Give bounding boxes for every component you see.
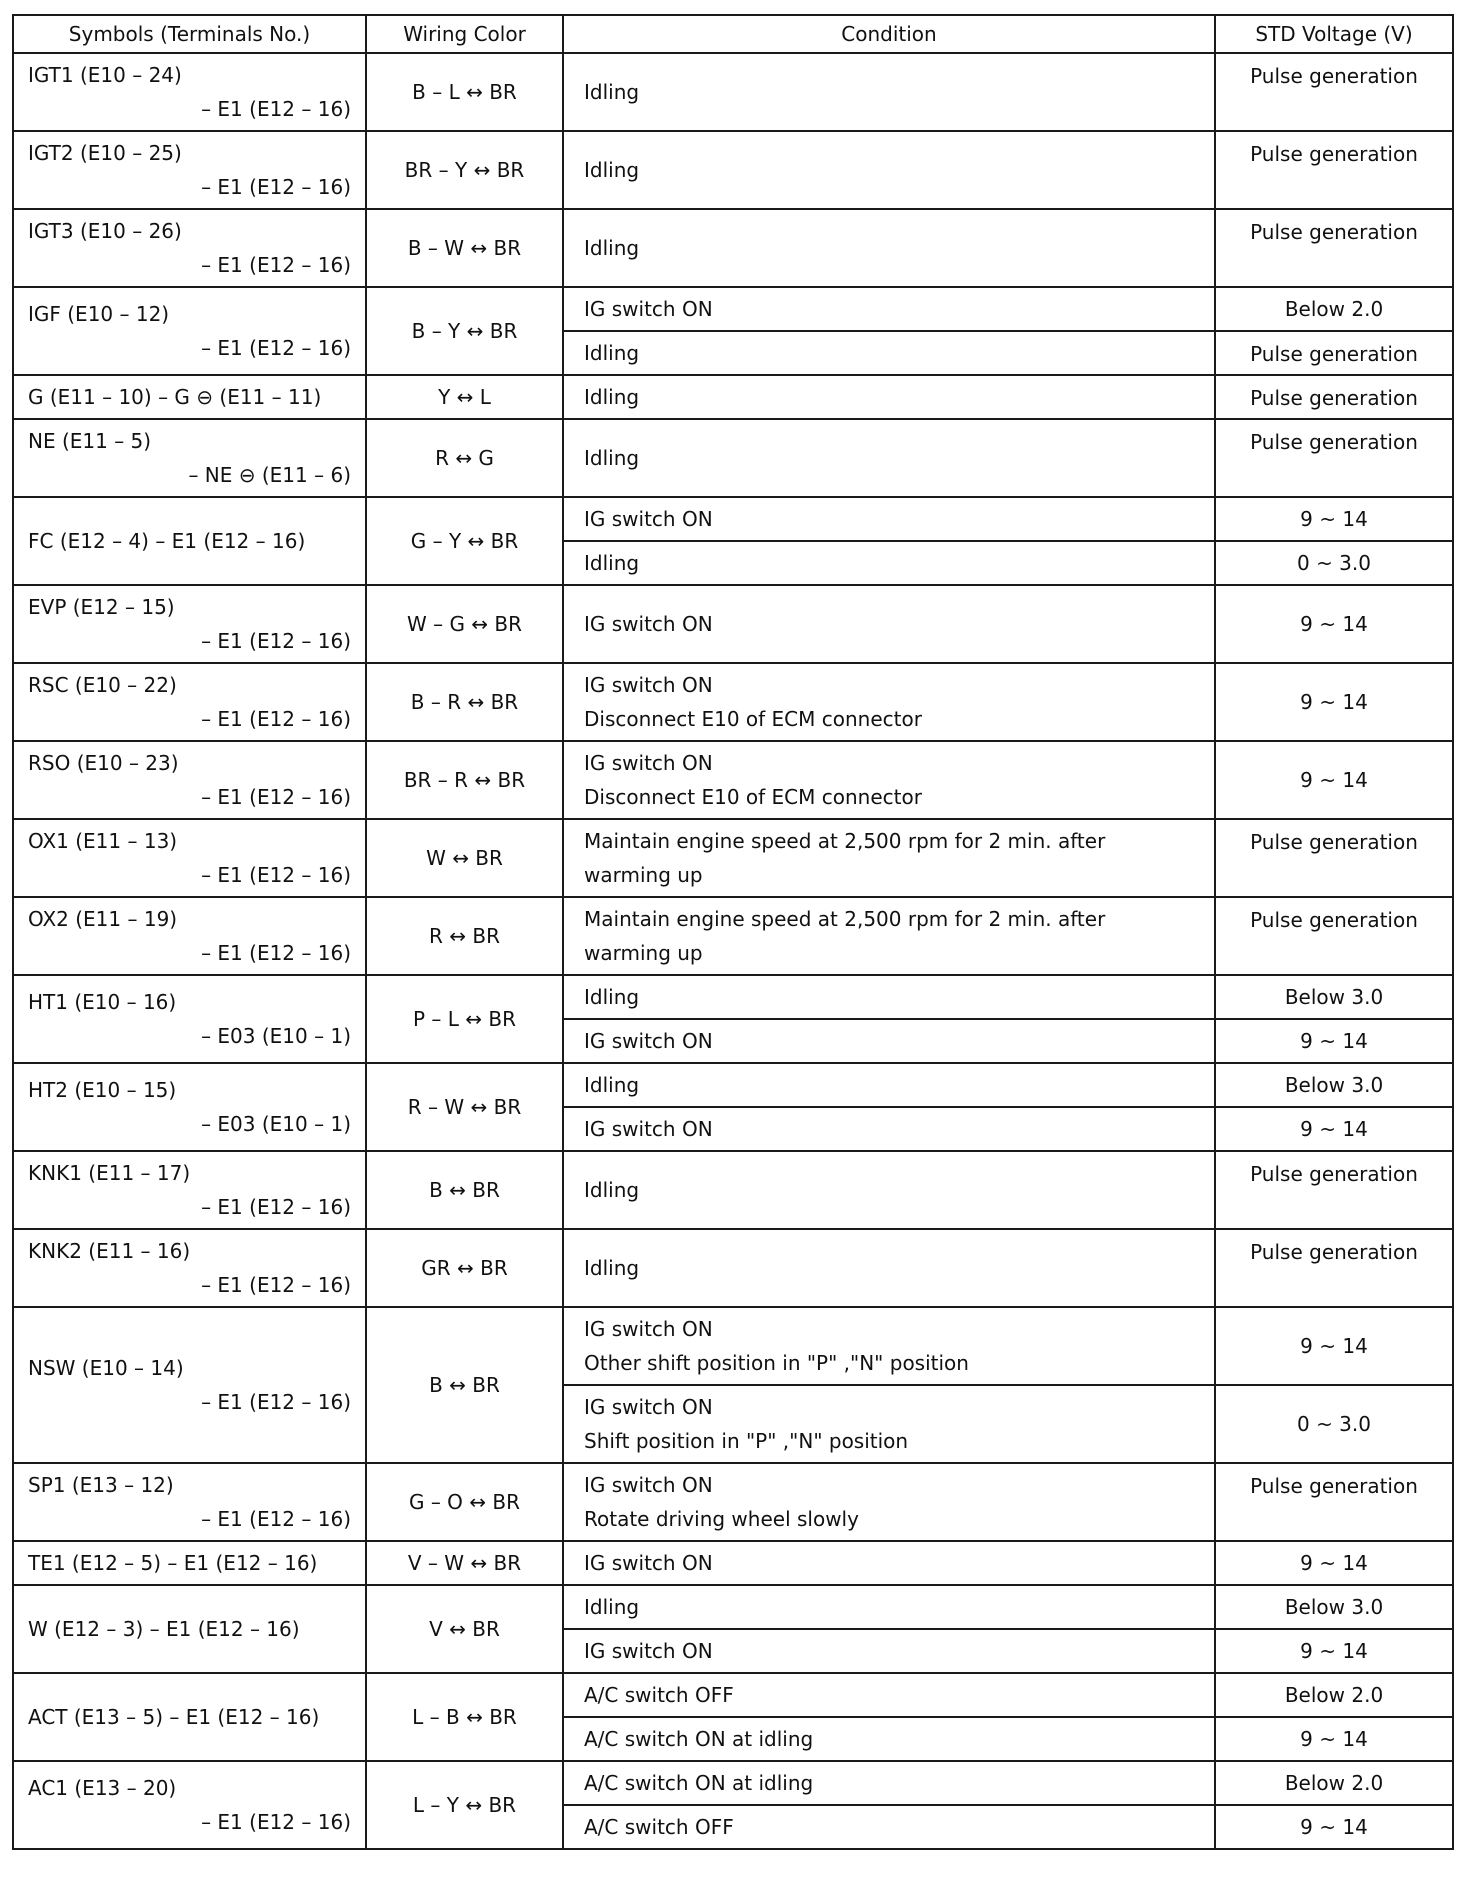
condition	[563, 287, 1215, 331]
condition-line: IG switch ON	[584, 1639, 713, 1663]
table-row	[13, 209, 1453, 287]
wiring-color: G – Y ↔ BR	[366, 497, 563, 585]
terminal-symbol: SP1 (E13 – 12)	[28, 1473, 174, 1497]
terminal-symbol-cell	[13, 131, 366, 209]
condition	[563, 1385, 1215, 1463]
terminal-symbol-cell	[13, 1063, 366, 1151]
terminal-ground: – E1 (E12 – 16)	[201, 863, 351, 887]
table-row	[13, 1463, 1453, 1541]
std-voltage: Below 3.0	[1215, 1585, 1453, 1629]
terminal-symbol-cell	[13, 1673, 366, 1761]
wiring-color: V – W ↔ BR	[366, 1541, 563, 1585]
condition	[563, 1717, 1215, 1761]
condition	[563, 1805, 1215, 1849]
condition	[563, 975, 1215, 1019]
terminal-symbol: TE1 (E12 – 5) – E1 (E12 – 16)	[28, 1551, 318, 1575]
terminal-symbol: G (E11 – 10) – G ⊖ (E11 – 11)	[28, 385, 322, 409]
table-row	[13, 1761, 1453, 1805]
terminal-ground: – E1 (E12 – 16)	[201, 1390, 351, 1414]
terminal-symbol: IGT1 (E10 – 24)	[28, 63, 182, 87]
wiring-color: B – Y ↔ BR	[366, 287, 563, 375]
terminal-ground: – E03 (E10 – 1)	[201, 1112, 351, 1136]
terminal-symbol: IGT3 (E10 – 26)	[28, 219, 182, 243]
table-row	[13, 663, 1453, 741]
condition-line: IG switch ON	[584, 507, 713, 531]
terminal-symbol: FC (E12 – 4) – E1 (E12 – 16)	[28, 529, 306, 553]
terminal-symbol: IGF (E10 – 12)	[28, 302, 170, 326]
condition-line: A/C switch OFF	[584, 1683, 734, 1707]
condition-line: warming up	[584, 941, 703, 965]
header-wiring-color: Wiring Color	[366, 15, 563, 53]
wiring-color: GR ↔ BR	[366, 1229, 563, 1307]
table-row	[13, 819, 1453, 897]
terminal-ground: – E1 (E12 – 16)	[201, 336, 351, 360]
std-voltage: Pulse generation	[1215, 897, 1453, 975]
condition-line: Idling	[584, 385, 640, 409]
condition	[563, 541, 1215, 585]
terminal-symbol: NE (E11 – 5)	[28, 429, 152, 453]
table-row	[13, 1673, 1453, 1717]
wiring-color: B – W ↔ BR	[366, 209, 563, 287]
terminal-symbol: EVP (E12 – 15)	[28, 595, 175, 619]
condition	[563, 1019, 1215, 1063]
condition-line: warming up	[584, 863, 703, 887]
terminal-symbol-cell	[13, 819, 366, 897]
terminal-symbol: NSW (E10 – 14)	[28, 1356, 184, 1380]
terminal-ground: – E1 (E12 – 16)	[201, 707, 351, 731]
condition-line: Disconnect E10 of ECM connector	[584, 707, 922, 731]
std-voltage: 9 ~ 14	[1215, 497, 1453, 541]
condition	[563, 131, 1215, 209]
condition-line: Idling	[584, 236, 640, 260]
condition-line: IG switch ON	[584, 1029, 713, 1053]
std-voltage: 9 ~ 14	[1215, 1019, 1453, 1063]
condition-line: Idling	[584, 1073, 640, 1097]
std-voltage: 0 ~ 3.0	[1215, 541, 1453, 585]
std-voltage: 9 ~ 14	[1215, 585, 1453, 663]
condition-line: Idling	[584, 985, 640, 1009]
condition-line: IG switch ON	[584, 612, 713, 636]
condition-line: Idling	[584, 446, 640, 470]
terminal-ground: – E1 (E12 – 16)	[201, 253, 351, 277]
terminal-ground: – E1 (E12 – 16)	[201, 785, 351, 809]
std-voltage: Below 3.0	[1215, 1063, 1453, 1107]
wiring-color: Y ↔ L	[366, 375, 563, 419]
terminal-symbol: KNK1 (E11 – 17)	[28, 1161, 191, 1185]
terminal-symbol: AC1 (E13 – 20)	[28, 1776, 177, 1800]
terminal-symbol: OX1 (E11 – 13)	[28, 829, 178, 853]
std-voltage: Below 2.0	[1215, 1761, 1453, 1805]
condition	[563, 497, 1215, 541]
condition	[563, 1541, 1215, 1585]
std-voltage: 9 ~ 14	[1215, 663, 1453, 741]
condition	[563, 1761, 1215, 1805]
terminal-symbol-cell	[13, 585, 366, 663]
table-row	[13, 1063, 1453, 1107]
terminal-ground: – E1 (E12 – 16)	[201, 97, 351, 121]
terminal-symbol-cell	[13, 741, 366, 819]
terminal-ground: – E1 (E12 – 16)	[201, 1810, 351, 1834]
condition	[563, 1151, 1215, 1229]
condition	[563, 663, 1215, 741]
std-voltage: 9 ~ 14	[1215, 1717, 1453, 1761]
terminal-symbol: RSC (E10 – 22)	[28, 673, 177, 697]
std-voltage: 9 ~ 14	[1215, 1805, 1453, 1849]
condition-line: Idling	[584, 341, 640, 365]
condition	[563, 897, 1215, 975]
std-voltage: Pulse generation	[1215, 819, 1453, 897]
wiring-color: B ↔ BR	[366, 1307, 563, 1463]
condition-line: IG switch ON	[584, 1117, 713, 1141]
terminal-symbol-cell	[13, 1463, 366, 1541]
std-voltage: 0 ~ 3.0	[1215, 1385, 1453, 1463]
std-voltage: Pulse generation	[1215, 1229, 1453, 1307]
terminal-ground: – NE ⊖ (E11 – 6)	[188, 463, 351, 487]
std-voltage: Pulse generation	[1215, 209, 1453, 287]
table-body	[13, 53, 1453, 1849]
terminal-symbol: KNK2 (E11 – 16)	[28, 1239, 191, 1263]
std-voltage: 9 ~ 14	[1215, 741, 1453, 819]
std-voltage: Pulse generation	[1215, 131, 1453, 209]
wiring-color: BR – R ↔ BR	[366, 741, 563, 819]
std-voltage: Pulse generation	[1215, 331, 1453, 375]
wiring-color: P – L ↔ BR	[366, 975, 563, 1063]
std-voltage: 9 ~ 14	[1215, 1629, 1453, 1673]
wiring-color: L – B ↔ BR	[366, 1673, 563, 1761]
std-voltage: Pulse generation	[1215, 1151, 1453, 1229]
condition	[563, 53, 1215, 131]
wiring-color: R ↔ G	[366, 419, 563, 497]
terminal-symbol-cell	[13, 1307, 366, 1463]
table-row	[13, 419, 1453, 497]
condition	[563, 1107, 1215, 1151]
table-row	[13, 497, 1453, 541]
condition	[563, 585, 1215, 663]
terminal-symbol-cell	[13, 897, 366, 975]
condition	[563, 419, 1215, 497]
terminal-ground: – E1 (E12 – 16)	[201, 1507, 351, 1531]
table-row	[13, 975, 1453, 1019]
condition-line: Disconnect E10 of ECM connector	[584, 785, 922, 809]
terminal-symbol-cell	[13, 375, 366, 419]
condition-line: IG switch ON	[584, 1317, 713, 1341]
terminal-ground: – E1 (E12 – 16)	[201, 1273, 351, 1297]
terminal-symbol-cell	[13, 1585, 366, 1673]
table-row	[13, 1307, 1453, 1385]
terminal-symbol-cell	[13, 1229, 366, 1307]
voltage-spec-table	[12, 14, 1454, 1850]
terminal-symbol-cell	[13, 663, 366, 741]
condition-line: Idling	[584, 158, 640, 182]
terminal-symbol: HT2 (E10 – 15)	[28, 1078, 177, 1102]
table-row	[13, 585, 1453, 663]
condition-line: Other shift position in "P" ,"N" position	[584, 1351, 969, 1375]
table-row	[13, 1229, 1453, 1307]
table-row	[13, 1585, 1453, 1629]
condition-line: IG switch ON	[584, 1551, 713, 1575]
condition-line: A/C switch OFF	[584, 1815, 734, 1839]
terminal-symbol-cell	[13, 975, 366, 1063]
table-row	[13, 1151, 1453, 1229]
terminal-symbol: IGT2 (E10 – 25)	[28, 141, 182, 165]
condition-line: Maintain engine speed at 2,500 rpm for 2 min. after	[584, 829, 1106, 853]
terminal-symbol: W (E12 – 3) – E1 (E12 – 16)	[28, 1617, 300, 1641]
condition-line: IG switch ON	[584, 751, 713, 775]
condition-line: IG switch ON	[584, 1473, 713, 1497]
condition	[563, 1673, 1215, 1717]
condition	[563, 1229, 1215, 1307]
wiring-color: R – W ↔ BR	[366, 1063, 563, 1151]
terminal-ground: – E1 (E12 – 16)	[201, 941, 351, 965]
terminal-symbol-cell	[13, 497, 366, 585]
wiring-color: G – O ↔ BR	[366, 1463, 563, 1541]
condition	[563, 1629, 1215, 1673]
std-voltage: Below 3.0	[1215, 975, 1453, 1019]
terminal-symbol-cell	[13, 287, 366, 375]
condition	[563, 1463, 1215, 1541]
condition-line: Idling	[584, 1178, 640, 1202]
terminal-ground: – E1 (E12 – 16)	[201, 175, 351, 199]
terminal-symbol: OX2 (E11 – 19)	[28, 907, 178, 931]
terminal-ground: – E1 (E12 – 16)	[201, 629, 351, 653]
table-row	[13, 741, 1453, 819]
std-voltage: Below 2.0	[1215, 287, 1453, 331]
header-symbols: Symbols (Terminals No.)	[13, 15, 366, 53]
condition-line: Maintain engine speed at 2,500 rpm for 2 min. after	[584, 907, 1106, 931]
terminal-ground: – E03 (E10 – 1)	[201, 1024, 351, 1048]
std-voltage: Pulse generation	[1215, 1463, 1453, 1541]
table-row	[13, 897, 1453, 975]
table-row	[13, 131, 1453, 209]
table-row	[13, 53, 1453, 131]
terminal-symbol: RSO (E10 – 23)	[28, 751, 179, 775]
std-voltage: 9 ~ 14	[1215, 1307, 1453, 1385]
condition-line: A/C switch ON at idling	[584, 1727, 814, 1751]
condition	[563, 1585, 1215, 1629]
terminal-symbol-cell	[13, 1761, 366, 1849]
condition	[563, 1063, 1215, 1107]
wiring-color: B ↔ BR	[366, 1151, 563, 1229]
std-voltage: Below 2.0	[1215, 1673, 1453, 1717]
std-voltage: Pulse generation	[1215, 53, 1453, 131]
condition-line: A/C switch ON at idling	[584, 1771, 814, 1795]
terminal-symbol: HT1 (E10 – 16)	[28, 990, 177, 1014]
wiring-color: B – L ↔ BR	[366, 53, 563, 131]
terminal-ground: – E1 (E12 – 16)	[201, 1195, 351, 1219]
condition-line: IG switch ON	[584, 673, 713, 697]
std-voltage: Pulse generation	[1215, 375, 1453, 419]
terminal-symbol-cell	[13, 419, 366, 497]
wiring-color: W – G ↔ BR	[366, 585, 563, 663]
terminal-symbol-cell	[13, 53, 366, 131]
header-condition: Condition	[563, 15, 1215, 53]
wiring-color: L – Y ↔ BR	[366, 1761, 563, 1849]
table-row	[13, 1541, 1453, 1585]
condition-line: Idling	[584, 1256, 640, 1280]
header-std-voltage: STD Voltage (V)	[1215, 15, 1453, 53]
condition	[563, 331, 1215, 375]
condition-line: IG switch ON	[584, 1395, 713, 1419]
terminal-symbol-cell	[13, 1541, 366, 1585]
condition-line: IG switch ON	[584, 297, 713, 321]
header-row	[13, 15, 1453, 53]
condition	[563, 741, 1215, 819]
wiring-color: BR – Y ↔ BR	[366, 131, 563, 209]
wiring-color: R ↔ BR	[366, 897, 563, 975]
condition	[563, 1307, 1215, 1385]
condition	[563, 209, 1215, 287]
condition-line: Idling	[584, 551, 640, 575]
condition-line: Rotate driving wheel slowly	[584, 1507, 859, 1531]
std-voltage: 9 ~ 14	[1215, 1541, 1453, 1585]
terminal-symbol-cell	[13, 209, 366, 287]
table-row	[13, 375, 1453, 419]
table-row	[13, 287, 1453, 331]
std-voltage: Pulse generation	[1215, 419, 1453, 497]
std-voltage: 9 ~ 14	[1215, 1107, 1453, 1151]
condition-line: Shift position in "P" ,"N" position	[584, 1429, 909, 1453]
wiring-color: V ↔ BR	[366, 1585, 563, 1673]
condition-line: Idling	[584, 80, 640, 104]
condition	[563, 819, 1215, 897]
terminal-symbol-cell	[13, 1151, 366, 1229]
condition	[563, 375, 1215, 419]
terminal-symbol: ACT (E13 – 5) – E1 (E12 – 16)	[28, 1705, 320, 1729]
condition-line: Idling	[584, 1595, 640, 1619]
wiring-color: W ↔ BR	[366, 819, 563, 897]
wiring-color: B – R ↔ BR	[366, 663, 563, 741]
